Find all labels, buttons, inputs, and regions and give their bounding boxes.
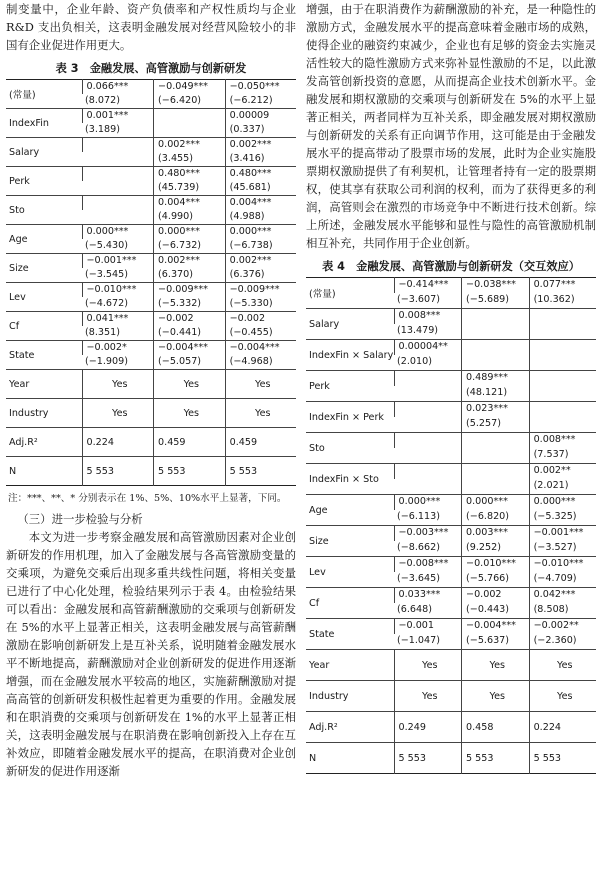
coefficient-cell: 0.00009: [225, 109, 296, 124]
right-column: [306, 0, 596, 774]
table-row: [306, 278, 596, 294]
t-stat-cell: (3.189): [85, 124, 120, 135]
coefficient-cell: [394, 402, 462, 418]
t-stat-cell: (−5.766): [462, 572, 530, 588]
coefficient-cell: −0.049***: [154, 80, 226, 95]
table-row: [306, 402, 596, 418]
coefficient-cell: 0.077***: [529, 278, 596, 294]
coefficient-cell: 5 553: [529, 743, 596, 774]
t-stat-cell: (−6.212): [225, 94, 296, 109]
t-stat-cell: (−6.732): [154, 239, 226, 254]
t-stat-cell: (−5.332): [154, 297, 226, 312]
t-stat-cell: [529, 355, 596, 371]
table-note: 注：***、**、* 分别表示在 1%、5%、10%水平上显著，下同。: [8, 493, 287, 504]
coefficient-cell: −0.001: [394, 619, 462, 635]
variable-name: (常量): [9, 90, 36, 101]
coefficient-cell: Yes: [394, 650, 462, 681]
coefficient-cell: 0.002***: [225, 254, 296, 269]
t-stat-cell: (−3.607): [397, 294, 440, 305]
table-row: [6, 80, 296, 95]
variable-name: Lev: [306, 557, 394, 588]
table-row: [306, 526, 596, 542]
table-row: [306, 433, 596, 449]
coefficient-cell: −0.002: [225, 312, 296, 327]
coefficient-cell: 0.002**: [529, 464, 596, 480]
variable-name: Year: [6, 370, 82, 399]
paragraph-top-right: 增强，由于在职消费作为薪酬激励的补充，是一种隐性的激励方式，金融发展水平的提高意味着金融市场的成熟，使得企业的融资约束减少，企业也有足够的资金去实施灵活性较大的隐性激励方式来弥补显性激励的不足，以此激发高管创新投资的意愿，从而提高企业技术创新水平。金融发展和期权激励的交乘项与创新研发在 5%的水平上显著正相关，两者同样为互补关系，即金融发展对期权激励与创新研发的关系有正向调节作用，这可能是由于金融发展水平的提高带动了股票市场的发展，此时为企业实施股票期权激励提供了有利契机，让管理者持有一定的股票期权，使其享有获取公司利润的权利，而为了获得更多的利润，高管则会在激烈的市场竞争中不断进行技术创新。综上所述，金融发展水平能够和显性与隐性的高管激励机制相互补充，共同作用于企业创新。: [306, 2, 596, 250]
coefficient-cell: [529, 402, 596, 418]
t-stat-cell: (−1.909): [85, 356, 128, 367]
coefficient-cell: −0.010***: [529, 557, 596, 573]
coefficient-cell: 0.480***: [225, 167, 296, 182]
coefficient-cell: 0.000***: [529, 495, 596, 511]
t-stat-cell: [462, 324, 530, 340]
coefficient-cell: 0.023***: [462, 402, 530, 418]
table3: [6, 79, 296, 486]
coefficient-cell: 0.249: [394, 712, 462, 743]
t-stat-cell: (6.648): [397, 604, 432, 615]
t-stat-cell: (4.988): [225, 210, 296, 225]
table-row: [6, 167, 296, 182]
t-stat-cell: (−0.441): [154, 326, 226, 341]
t-stat-cell: (3.455): [154, 152, 226, 167]
table4-caption: 表 4 金融发展、高管激励与创新研发（交互效应）: [322, 260, 580, 273]
coefficient-cell: 5 553: [82, 457, 154, 486]
coefficient-cell: 0.480***: [154, 167, 226, 182]
coefficient-cell: [394, 433, 462, 449]
variable-name: IndexFin × Sto: [306, 464, 394, 495]
coefficient-cell: [394, 464, 462, 480]
coefficient-cell: 0.042***: [529, 588, 596, 604]
variable-name: (常量): [309, 289, 336, 300]
table-row: [6, 341, 296, 356]
coefficient-cell: Yes: [225, 370, 296, 399]
variable-name: Sto: [6, 196, 82, 225]
coefficient-cell: 0.489***: [462, 371, 530, 387]
variable-name: IndexFin × Perk: [306, 402, 394, 433]
t-stat-cell: (−5.057): [154, 355, 226, 370]
t-stat-cell: (−3.545): [85, 269, 128, 280]
t-stat-cell: (−2.360): [529, 634, 596, 650]
variable-name: Adj.R²: [6, 428, 82, 457]
t-stat-cell: (5.257): [462, 417, 530, 433]
table-row: [6, 283, 296, 298]
coefficient-cell: −0.002: [154, 312, 226, 327]
coefficient-cell: −0.002**: [529, 619, 596, 635]
variable-name: Salary: [6, 138, 82, 167]
coefficient-cell: 5 553: [154, 457, 226, 486]
t-stat-cell: (6.376): [225, 268, 296, 283]
t-stat-cell: (−1.047): [397, 635, 440, 646]
variable-name: Perk: [6, 167, 82, 196]
coefficient-cell: 0.000***: [462, 495, 530, 511]
variable-name: IndexFin: [6, 109, 82, 138]
t-stat-cell: (8.072): [85, 95, 120, 106]
t-stat-cell: (−3.645): [397, 573, 440, 584]
variable-name: Age: [306, 495, 394, 526]
t-stat-cell: (−6.738): [225, 239, 296, 254]
coefficient-cell: 0.000***: [394, 495, 462, 511]
t-stat-cell: [82, 181, 154, 196]
t-stat-cell: [529, 417, 596, 433]
t-stat-cell: (−3.527): [529, 541, 596, 557]
t-stat-cell: (13.479): [397, 325, 439, 336]
variable-name: Industry: [306, 681, 394, 712]
t-stat-cell: [529, 324, 596, 340]
table4: [306, 277, 596, 774]
coefficient-cell: 0.002***: [154, 138, 226, 153]
coefficient-cell: [462, 464, 530, 480]
coefficient-cell: 5 553: [462, 743, 530, 774]
table-row: [306, 495, 596, 511]
variable-name: State: [306, 619, 394, 650]
variable-name: N: [306, 743, 394, 774]
t-stat-cell: (−5.430): [85, 240, 128, 251]
table-row: [6, 225, 296, 240]
coefficient-cell: −0.003***: [394, 526, 462, 542]
section-subheading: （三）进一步检验与分析: [17, 512, 143, 526]
paragraph-bottom-left: 本文为进一步考察金融发展和高管激励因素对企业创新研发的作用机理，加入了金融发展与各高管激励变量的交乘项，为避免交乘后出现多重共线性问题，将相关变量已进行了中心化处理，检验结果列示于表 4。由检验结果可以看出：金融发展和高管薪酬激励的交乘项与创新研发在 5%的水平上显著正相关，这表明金融发展与高管薪酬激励在影响创新研发上是互补关系，说明随着金融发展水平不断地提高，薪酬激励对企业创新研发的促进作用逐渐增强，而在金融发展水平较高的地区，实施薪酬激励对提高高管的创新研发积极性起着更为重要的作用。金融发展和在职消费的交乘项与创新研发在 1%的水平上显著正相关，这表明金融发展与在职消费在影响创新投入上存在互补效应，即随着金融发展水平的提高，在职消费对企业创新研发的促进作用逐渐: [6, 530, 296, 778]
coefficient-cell: 0.459: [225, 428, 296, 457]
coefficient-cell: Yes: [154, 370, 226, 399]
table-row: [6, 254, 296, 269]
coefficient-cell: −0.002*: [82, 341, 154, 356]
t-stat-cell: (10.362): [529, 293, 596, 309]
coefficient-cell: 0.224: [529, 712, 596, 743]
coefficient-cell: [529, 340, 596, 356]
variable-name: Cf: [306, 588, 394, 619]
t-stat-cell: [82, 152, 154, 167]
table-row: [306, 588, 596, 604]
variable-name: IndexFin × Salary: [306, 340, 394, 371]
coefficient-cell: [82, 196, 154, 211]
t-stat-cell: [394, 448, 462, 464]
coefficient-cell: 0.00004**: [394, 340, 462, 356]
table3-caption: 表 3 金融发展、高管激励与创新研发: [55, 62, 247, 75]
table-row: [306, 309, 596, 325]
t-stat-cell: (3.416): [225, 152, 296, 167]
variable-name: Year: [306, 650, 394, 681]
t-stat-cell: (−5.325): [529, 510, 596, 526]
t-stat-cell: [529, 386, 596, 402]
coefficient-cell: [529, 309, 596, 325]
variable-name: Salary: [306, 309, 394, 340]
coefficient-cell: 0.000***: [154, 225, 226, 240]
t-stat-cell: (2.021): [529, 479, 596, 495]
coefficient-cell: −0.010***: [82, 283, 154, 298]
coefficient-cell: −0.001***: [82, 254, 154, 269]
t-stat-cell: (2.010): [397, 356, 432, 367]
coefficient-cell: [82, 167, 154, 182]
t-stat-cell: (−4.968): [225, 355, 296, 370]
coefficient-cell: 0.003***: [462, 526, 530, 542]
coefficient-cell: −0.050***: [225, 80, 296, 95]
table-row: [306, 557, 596, 573]
coefficient-cell: 0.033***: [394, 588, 462, 604]
coefficient-cell: [462, 433, 530, 449]
t-stat-cell: [82, 210, 154, 225]
t-stat-cell: (−4.709): [529, 572, 596, 588]
variable-name: Size: [6, 254, 82, 283]
variable-name: Cf: [6, 312, 82, 341]
coefficient-cell: −0.008***: [394, 557, 462, 573]
variable-name: Perk: [306, 371, 394, 402]
variable-name: Adj.R²: [306, 712, 394, 743]
variable-name: Lev: [6, 283, 82, 312]
coefficient-cell: −0.001***: [529, 526, 596, 542]
t-stat-cell: (−6.820): [462, 510, 530, 526]
coefficient-cell: 0.001***: [82, 109, 154, 124]
t-stat-cell: [462, 448, 530, 464]
variable-name: Size: [306, 526, 394, 557]
t-stat-cell: (7.537): [529, 448, 596, 464]
coefficient-cell: 0.008***: [394, 309, 462, 325]
t-stat-cell: [154, 123, 226, 138]
table-row: [6, 138, 296, 153]
table-row: [306, 464, 596, 480]
t-stat-cell: (−8.662): [397, 542, 440, 553]
t-stat-cell: (4.990): [154, 210, 226, 225]
t-stat-cell: [394, 479, 462, 495]
t-stat-cell: (6.370): [154, 268, 226, 283]
t-stat-cell: (−5.330): [225, 297, 296, 312]
coefficient-cell: [462, 309, 530, 325]
coefficient-cell: [82, 138, 154, 153]
coefficient-cell: 0.066***: [82, 80, 154, 95]
t-stat-cell: [394, 386, 462, 402]
variable-name: Sto: [306, 433, 394, 464]
table-row: [6, 109, 296, 124]
coefficient-cell: 0.004***: [225, 196, 296, 211]
paragraph-top-left: 制变量中，企业年龄、资产负债率和产权性质均与企业 R&D 支出负相关，这表明金融发展对经营风险较小的非国有企业促进作用更大。: [6, 2, 296, 52]
t-stat-cell: (−0.455): [225, 326, 296, 341]
t-stat-cell: (45.739): [154, 181, 226, 196]
variable-name: State: [6, 341, 82, 370]
coefficient-cell: −0.414***: [394, 278, 462, 294]
coefficient-cell: Yes: [82, 399, 154, 428]
table-row: [306, 619, 596, 635]
variable-name: Age: [6, 225, 82, 254]
coefficient-cell: Yes: [82, 370, 154, 399]
coefficient-cell: −0.010***: [462, 557, 530, 573]
t-stat-cell: (8.351): [85, 327, 120, 338]
coefficient-cell: 0.008***: [529, 433, 596, 449]
coefficient-cell: [154, 109, 226, 124]
t-stat-cell: (−4.672): [85, 298, 128, 309]
t-stat-cell: (45.681): [225, 181, 296, 196]
coefficient-cell: 0.458: [462, 712, 530, 743]
coefficient-cell: Yes: [394, 681, 462, 712]
table-row: [6, 196, 296, 211]
coefficient-cell: −0.002: [462, 588, 530, 604]
coefficient-cell: Yes: [529, 650, 596, 681]
coefficient-cell: −0.009***: [225, 283, 296, 298]
coefficient-cell: 0.041***: [82, 312, 154, 327]
t-stat-cell: [462, 355, 530, 371]
coefficient-cell: [529, 371, 596, 387]
coefficient-cell: 0.002***: [225, 138, 296, 153]
variable-name: Industry: [6, 399, 82, 428]
coefficient-cell: −0.004***: [225, 341, 296, 356]
left-column: [6, 0, 296, 780]
coefficient-cell: 0.224: [82, 428, 154, 457]
coefficient-cell: Yes: [529, 681, 596, 712]
coefficient-cell: 5 553: [394, 743, 462, 774]
table-row: [306, 340, 596, 356]
coefficient-cell: 0.459: [154, 428, 226, 457]
coefficient-cell: −0.009***: [154, 283, 226, 298]
table-row: [6, 312, 296, 327]
t-stat-cell: (−5.689): [462, 293, 530, 309]
t-stat-cell: (−5.637): [462, 634, 530, 650]
coefficient-cell: Yes: [225, 399, 296, 428]
coefficient-cell: Yes: [462, 650, 530, 681]
t-stat-cell: (−0.443): [462, 603, 530, 619]
table-row: [306, 371, 596, 387]
coefficient-cell: −0.038***: [462, 278, 530, 294]
coefficient-cell: −0.004***: [462, 619, 530, 635]
variable-name: N: [6, 457, 82, 486]
coefficient-cell: 0.000***: [82, 225, 154, 240]
coefficient-cell: Yes: [154, 399, 226, 428]
coefficient-cell: [462, 340, 530, 356]
coefficient-cell: Yes: [462, 681, 530, 712]
coefficient-cell: 0.004***: [154, 196, 226, 211]
t-stat-cell: (−6.420): [154, 94, 226, 109]
t-stat-cell: (8.508): [529, 603, 596, 619]
coefficient-cell: 0.000***: [225, 225, 296, 240]
coefficient-cell: −0.004***: [154, 341, 226, 356]
t-stat-cell: [394, 417, 462, 433]
t-stat-cell: (48.121): [462, 386, 530, 402]
t-stat-cell: (0.337): [225, 123, 296, 138]
coefficient-cell: 5 553: [225, 457, 296, 486]
t-stat-cell: (9.252): [462, 541, 530, 557]
t-stat-cell: [462, 479, 530, 495]
t-stat-cell: (−6.113): [397, 511, 440, 522]
coefficient-cell: 0.002***: [154, 254, 226, 269]
coefficient-cell: [394, 371, 462, 387]
